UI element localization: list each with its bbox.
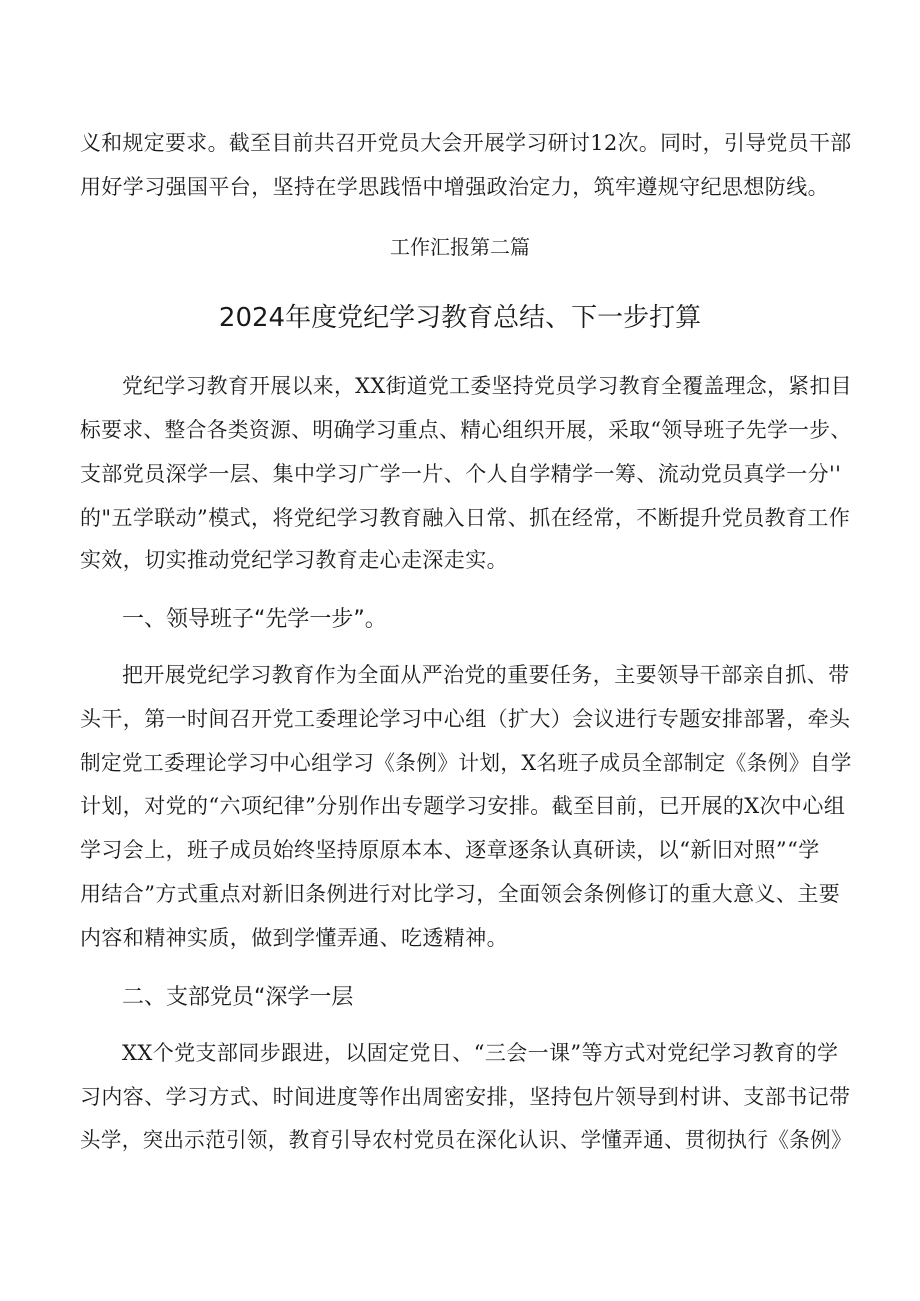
text-line: 学习会上，班子成员始终坚持原原本本、逐章逐条认真研读，以“新旧对照”“学 <box>80 838 820 862</box>
section-heading-1: 一、领导班子“先学一步”。 <box>122 607 387 632</box>
text-line: 计划，对党的“六项纪律”分别作出专题学习安排。截至目前，已开展的X次中心组 <box>80 794 846 818</box>
text-line: XX个党支部同步跟进，以固定党日、“三会一课”等方式对党纪学习教育的学 <box>122 1041 839 1065</box>
subtitle-prefix: 工作汇报 <box>390 235 470 259</box>
section-heading-2: 二、支部党员“深学一层 <box>122 985 354 1010</box>
text-line: 支部党员深学一层、集中学习广学一片、个人自学精学一筹、流动党员真学一分'' <box>80 462 842 486</box>
text-line: 的"五学联动”模式，将党纪学习教育融入日常、抓在经常，不断提升党员教育工作 <box>80 506 851 530</box>
text-line: 党纪学习教育开展以来，XX街道党工委坚持党员学习教育全覆盖理念，紧扣目 <box>122 374 852 398</box>
text-line: 实效，切实推动党纪学习教育走心走深走实。 <box>80 548 508 572</box>
section-subtitle <box>0 232 920 262</box>
text-line: 习内容、学习方式、时间进度等作出周密安排，坚持包片领导到村讲、支部书记带 <box>80 1085 851 1109</box>
document-title: 2024年度党纪学习教育总结、下一步打算 <box>218 303 702 333</box>
text-line: 把开展党纪学习教育作为全面从严治党的重要任务，主要领导干部亲自抓、带 <box>122 663 850 687</box>
text-line: 义和规定要求。截至目前共召开党员大会开展学习研讨12次。同时，引导党员干部 <box>80 131 852 155</box>
subtitle-suffix: 第二篇 <box>470 235 530 259</box>
text-line: 用好学习强国平台，坚持在学思践悟中增强政治定力，筑牢遵规守纪思想防线。 <box>80 175 829 199</box>
text-line: 头干，第一时间召开党工委理论学习中心组（扩大）会议进行专题安排部署，牵头 <box>80 707 851 731</box>
text-line: 标要求、整合各类资源、明确学习重点、精心组织开展，采取“领导班子先学一步、 <box>80 418 852 442</box>
text-line: 头学，突出示范引领，教育引导农村党员在深化认识、学懂弄通、贯彻执行《条例》 <box>80 1128 852 1152</box>
text-line: 制定党工委理论学习中心组学习《条例》计划，X名班子成员全部制定《条例》自学 <box>80 751 852 775</box>
text-line: 用结合”方式重点对新旧条例进行对比学习，全面领会条例修订的重大意义、主要 <box>80 882 841 906</box>
text-line: 内容和精神实质，做到学懂弄通、吃透精神。 <box>80 926 508 950</box>
